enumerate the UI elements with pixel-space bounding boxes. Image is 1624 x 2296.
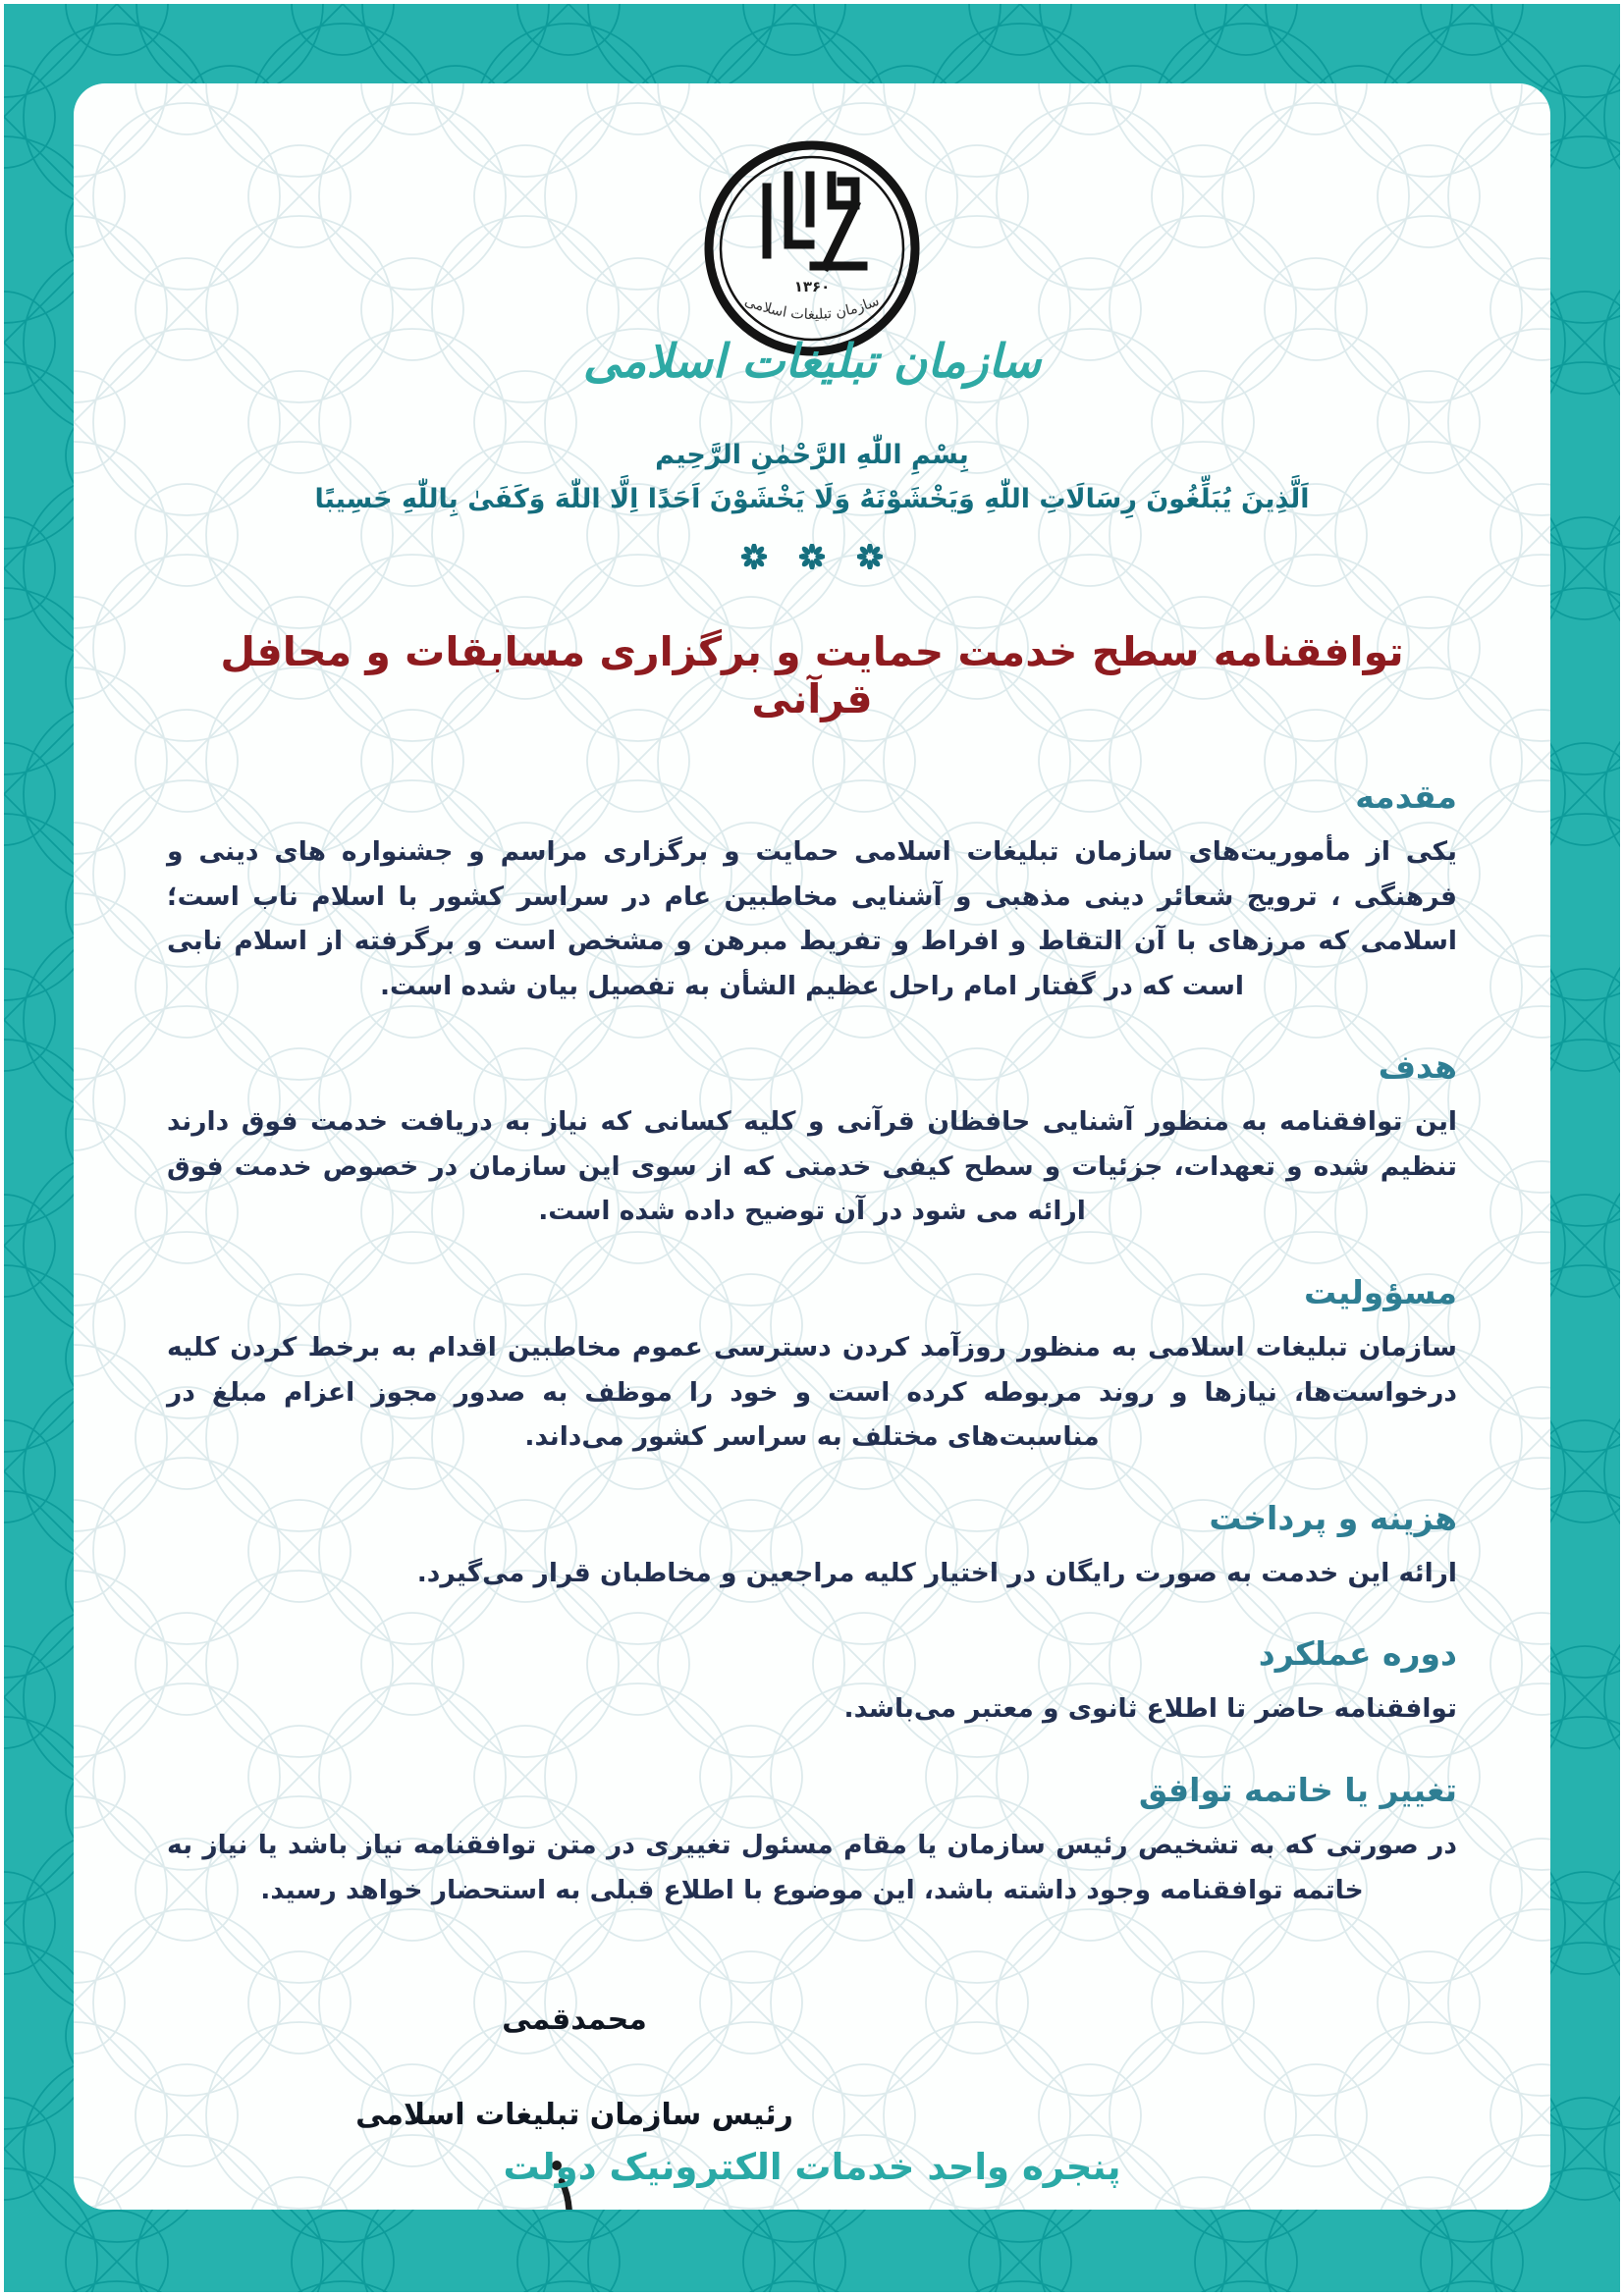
section-heading: تغییر یا خاتمه توافق [1138, 1770, 1457, 1809]
section-moghaddameh [167, 777, 1457, 1008]
section-body: توافقنامه حاضر تا اطلاع ثانوی و معتبر می‌باشد. [843, 1693, 1457, 1725]
organization-calligraphy: سازمان تبلیغات اسلامی [582, 335, 1042, 389]
flower-ornament-icon [799, 544, 825, 569]
signer-title: رئیس سازمان تبلیغات اسلامی [355, 2098, 793, 2133]
letter-page [74, 83, 1550, 2210]
organization-logo [167, 133, 1457, 368]
section-heading: هدف [1378, 1047, 1457, 1087]
ornament-row [167, 544, 1457, 569]
section-doreh-amalkard [167, 1634, 1457, 1732]
allah-kufic-mark-icon [767, 176, 863, 266]
section-masouliat [167, 1273, 1457, 1460]
section-body: یکی از مأموریت‌های سازمان تبلیغات اسلامی حمایت و برگزاری مراسم و جشنواره های دینی و فرهنگی ، ترویج شعائر دینی مذهبی و آشنایی مخاطبین عام در سراسر کشور با اسلام ناب است؛ اسلامی که مرزهای با آن التقاط و افراط و تفریط مبرهن و مشخص است و برگرفته از اسلام نابی است که در گفتار امام راحل عظیم الشأن به تفصیل بیان شده است. [167, 836, 1457, 1001]
signer-name: محمدقمی [502, 2002, 647, 2038]
logo-arc-text: سازمان تبلیغات اسلامی [742, 293, 882, 324]
flower-ornament-icon [741, 544, 767, 569]
section-heading: مقدمه [1355, 777, 1457, 816]
section-body: سازمان تبلیغات اسلامی به منظور روزآمد کردن دسترسی عموم مخاطبین اقدام به برخط کردن کلیه درخواست‌ها، نیازها و روند مربوطه کرده است و خود را موظف به صدور مجوز اعزام مبلغ در مناسبت‌های مختلف به سراسر کشور می‌داند. [167, 1332, 1457, 1453]
section-body: ارائه این خدمت به صورت رایگان در اختیار کلیه مراجعین و مخاطبان قرار می‌گیرد. [416, 1557, 1457, 1588]
section-hazineh-pardakht [167, 1499, 1457, 1596]
organization-emblem-icon [696, 133, 928, 364]
section-taghir-khatemeh [167, 1771, 1457, 1912]
section-body: در صورتی که به تشخیص رئیس سازمان یا مقام مسئول تغییری در متن توافقنامه نیاز باشد یا نیاز به خاتمه توافقنامه وجود داشته باشد، این موضوع با اطلاع قبلی به استحضار خواهد رسید. [167, 1829, 1457, 1905]
flower-ornament-icon [857, 544, 883, 569]
letter-content [74, 83, 1550, 2210]
section-heading: دوره عملکرد [1258, 1634, 1457, 1674]
sections [167, 777, 1457, 1912]
section-hadaf [167, 1047, 1457, 1234]
section-heading: هزینه و پرداخت [1209, 1498, 1457, 1537]
bismillah-text: بِسْمِ اللّٰهِ الرَّحْمٰنِ الرَّحِیم [655, 440, 969, 470]
document-title: توافقنامه سطح خدمت حمایت و برگزاری مسابقات و محافل قرآنی [220, 628, 1404, 722]
section-heading: مسؤولیت [1303, 1273, 1457, 1312]
logo-year: ۱۳۶۰ [793, 278, 831, 295]
footer-text: پنجره واحد خدمات الکترونیک دولت [503, 2146, 1121, 2188]
quran-verse-text: اَلَّذِینَ یُبَلِّغُونَ رِسَالَاتِ اللّٰهِ وَیَخْشَوْنَهُ وَلَا یَخْشَوْنَ اَحَدًا اِلَّا اللّٰهَ وَکَفَیٰ بِاللّٰهِ حَسِیبًا [314, 484, 1310, 514]
section-body: این توافقنامه به منظور آشنایی حافظان قرآنی و کلیه کسانی که نیاز به دریافت خدمت فوق دارند تنظیم شده و تعهدات، جزئیات و سطح کیفی خدمتی که از سوی این سازمان در خصوص خدمت فوق ارائه می شود در آن توضیح داده شده است. [167, 1106, 1457, 1227]
